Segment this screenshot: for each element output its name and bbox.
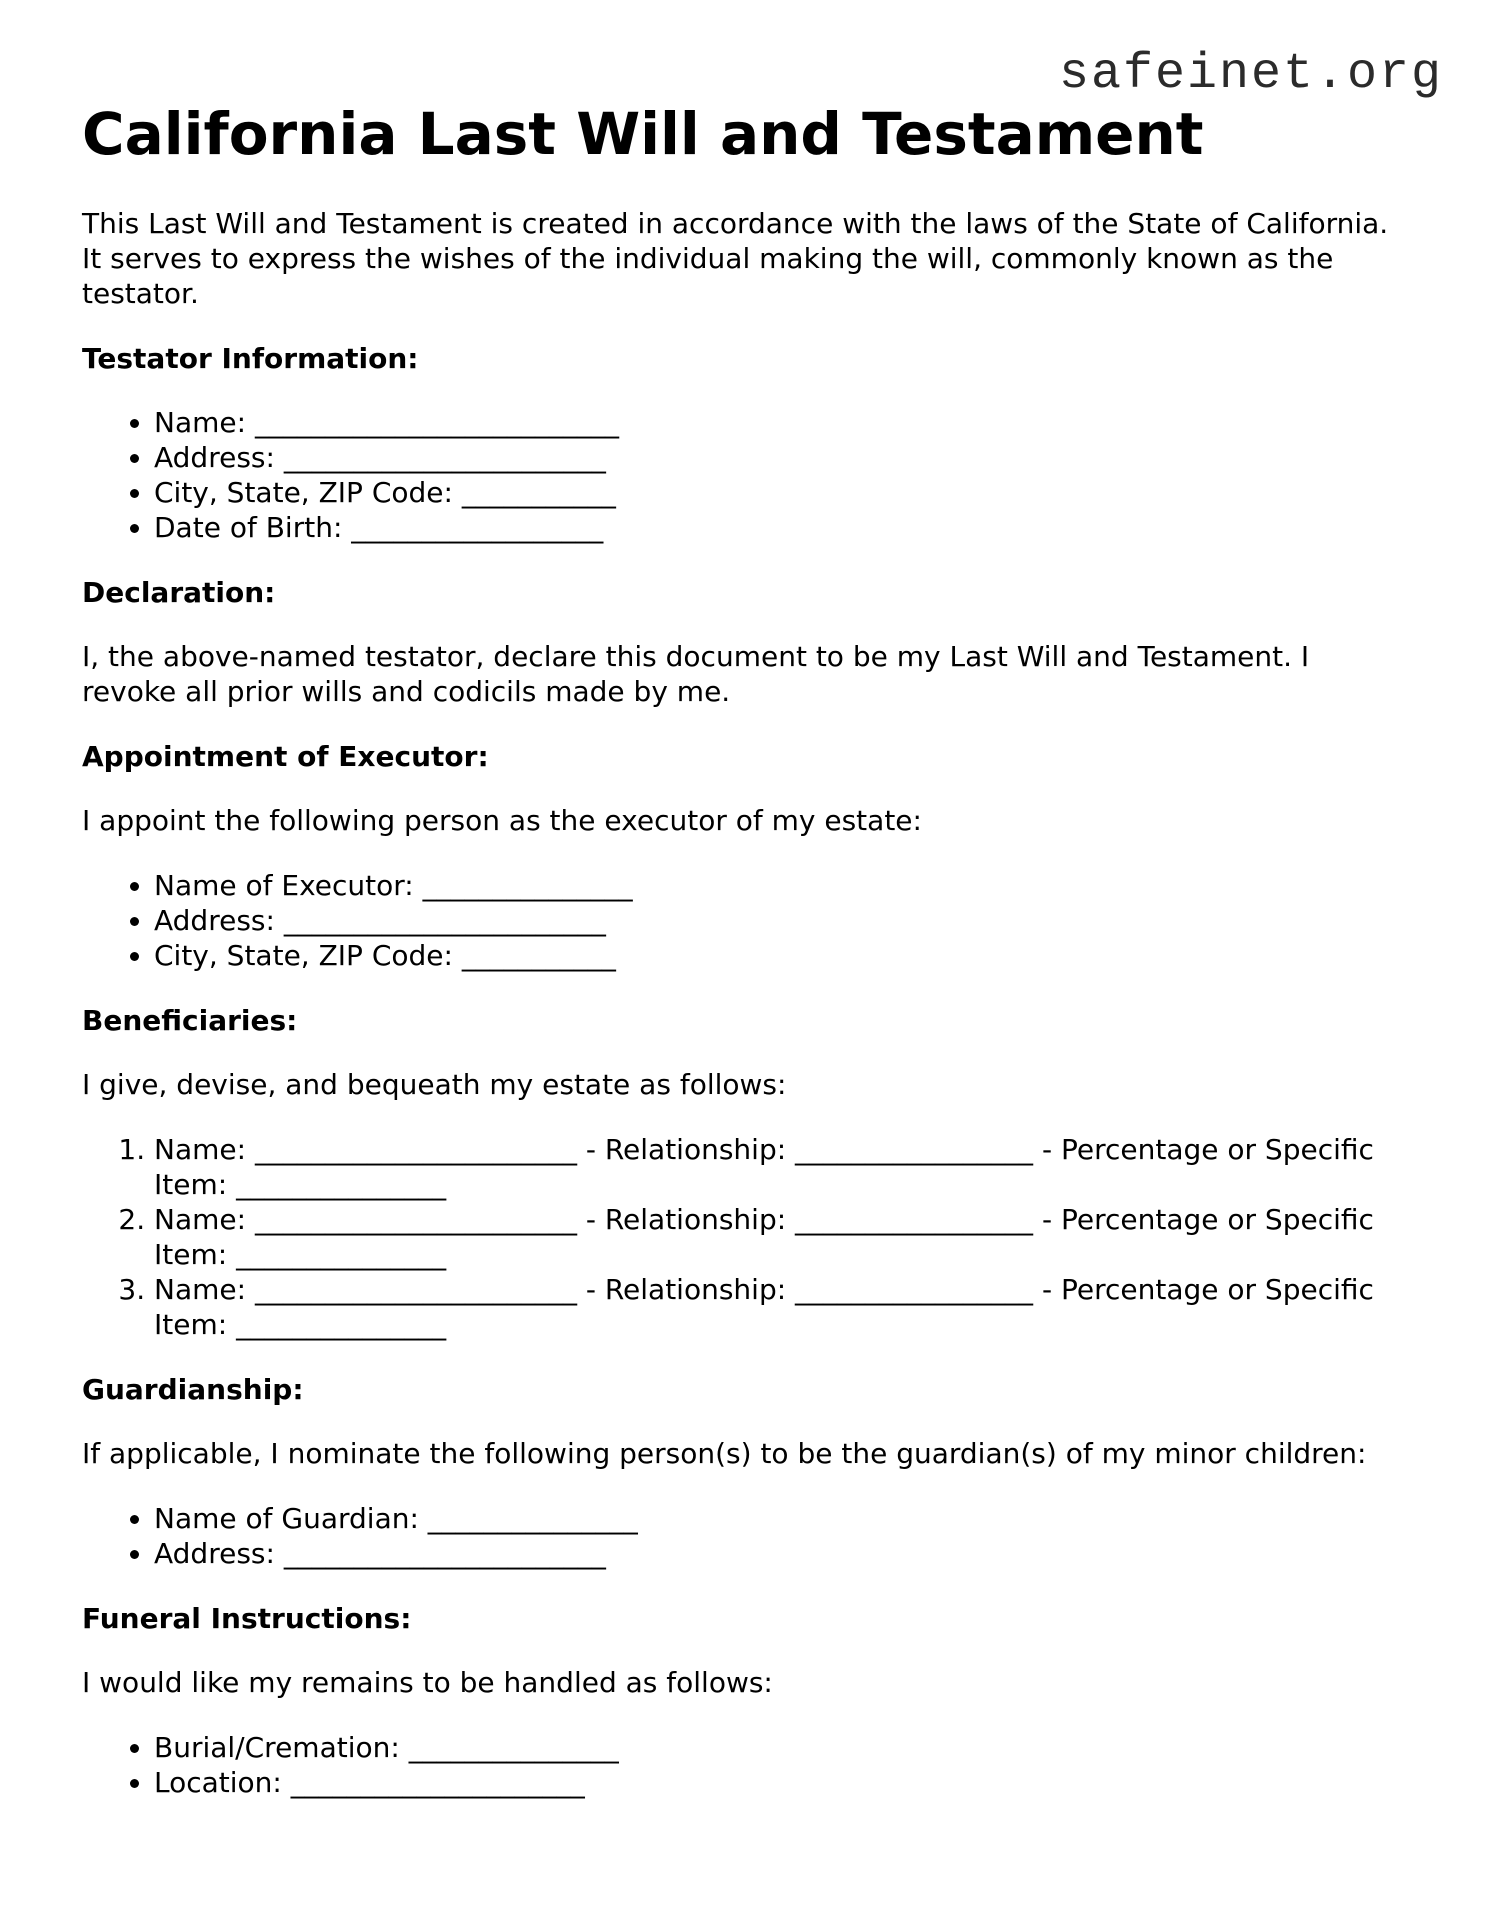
executor-heading: Appointment of Executor:: [82, 739, 489, 773]
guardianship-heading: Guardianship:: [82, 1372, 304, 1406]
beneficiary-item: 2. Name: _______________________ - Relationship: _________________ - Percentage or Specific Item: _______________: [154, 1202, 1412, 1272]
location-field: • Location: _____________________: [154, 1765, 1412, 1800]
executor-name-field: • Name of Executor: _______________: [154, 868, 1412, 903]
beneficiaries-heading: Beneficiaries:: [82, 1003, 298, 1037]
funeral-list: [82, 1730, 1412, 1800]
beneficiaries-list: [82, 1132, 1412, 1342]
testator-dob-field: • Date of Birth: __________________: [154, 510, 1412, 545]
executor-list: [82, 868, 1412, 973]
funeral-text: I would like my remains to be handled as follows:: [82, 1665, 773, 1699]
beneficiaries-text: I give, devise, and bequeath my estate as follows:: [82, 1067, 787, 1101]
intro-paragraph: This Last Will and Testament is created in accordance with the laws of the State of California. It serves to express the wishes of the individual making the will, commonly known as the testator.: [82, 206, 1389, 310]
guardianship-text: If applicable, I nominate the following person(s) to be the guardian(s) of my minor children:: [82, 1436, 1367, 1470]
beneficiary-item: 1. Name: _______________________ - Relationship: _________________ - Percentage or Specific Item: _______________: [154, 1132, 1412, 1202]
testator-city-field: • City, State, ZIP Code: ___________: [154, 475, 1412, 510]
document-page: [82, 100, 1412, 1830]
guardian-address-field: • Address: _______________________: [154, 1536, 1412, 1571]
beneficiary-item: 3. Name: _______________________ - Relationship: _________________ - Percentage or Specific Item: _______________: [154, 1272, 1412, 1342]
executor-address-field: • Address: _______________________: [154, 903, 1412, 938]
testator-name-field: • Name: __________________________: [154, 405, 1412, 440]
testator-address-field: • Address: _______________________: [154, 440, 1412, 475]
declaration-text: I, the above-named testator, declare this document to be my Last Will and Testament. I revoke all prior wills and codicils made by me.: [82, 639, 1310, 708]
executor-city-field: • City, State, ZIP Code: ___________: [154, 938, 1412, 973]
watermark: safeinet.org: [1058, 46, 1443, 103]
guardian-name-field: • Name of Guardian: _______________: [154, 1501, 1412, 1536]
funeral-heading: Funeral Instructions:: [82, 1601, 412, 1635]
burial-cremation-field: • Burial/Cremation: _______________: [154, 1730, 1412, 1765]
testator-list: [82, 405, 1412, 545]
guardianship-list: [82, 1501, 1412, 1571]
executor-text: I appoint the following person as the executor of my estate:: [82, 803, 922, 837]
page-title: California Last Will and Testament: [82, 100, 1204, 168]
testator-heading: Testator Information:: [82, 341, 419, 375]
declaration-heading: Declaration:: [82, 575, 276, 609]
